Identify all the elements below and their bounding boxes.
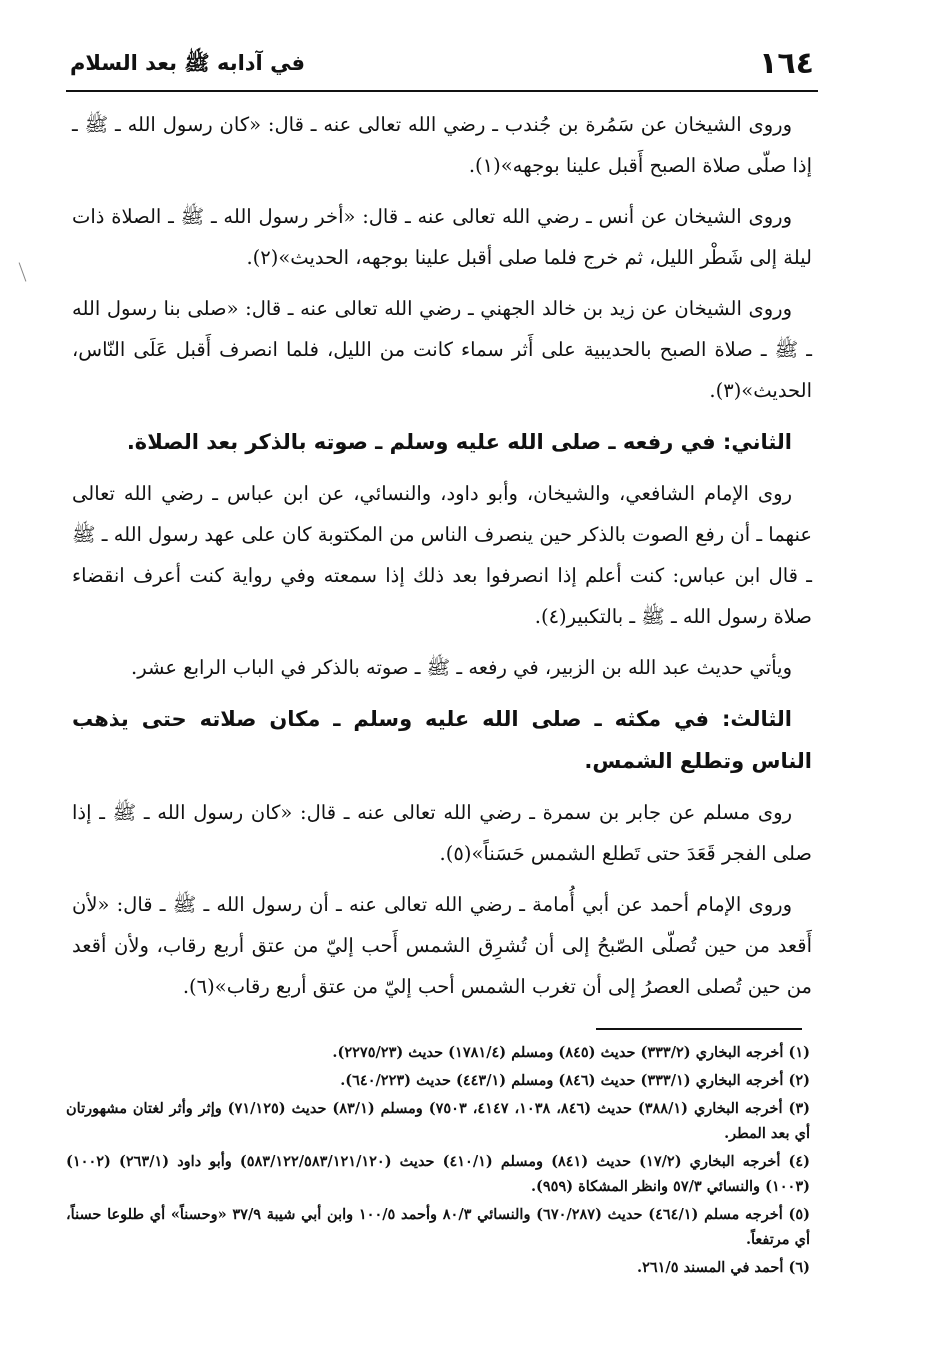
footnote: (٦) أحمد في المسند ٢٦١/٥. <box>637 1259 810 1276</box>
paragraph: روى مسلم عن جابر بن سمرة ـ رضي الله تعالى عنه ـ قال: «كان رسول الله ـ ﷺ ـ إذا صلى الفجر قَعَدَ حتى تَطلع الشمس حَسَناً»(٥). <box>72 801 812 865</box>
footnote: (١) أخرجه البخاري (٣٣٣/٢) حديث (٨٤٥) ومسلم (١٧٨١/٤) حديث (٢٢٧٥/٢٣). <box>332 1044 810 1061</box>
paragraph: روى الإمام الشافعي، والشيخان، وأبو داود، والنسائي، عن ابن عباس ـ رضي الله تعالى عنهما ـ أن رفع الصوت بالذكر حين ينصرف الناس من المكتوبة كان على عهد رسول الله ـ ﷺ ـ قال ابن عباس: كنت أعلم إذا انصرفوا بعد ذلك إذا سمعته وفي رواية كنت أعرف انقضاء صلاة رسول الله ـ ﷺ ـ بالتكبير(٤). <box>72 482 812 628</box>
footnote: (٣) أخرجه البخاري (٣٨٨/١) حديث (٨٤٦، ١٠٣٨، ٤١٤٧، ٧٥٠٣) ومسلم (٨٣/١) حديث (٧١/١٢٥) وإثر وأثر لغتان مشهورتان أي بعد المطر. <box>66 1100 810 1142</box>
section-heading: الثالث: في مكثه ـ صلى الله عليه وسلم ـ مكان صلاته حتى يذهب الناس وتطلع الشمس. <box>72 707 812 773</box>
chapter-title: في آدابه ﷺ بعد السلام <box>70 51 306 75</box>
page-number: ١٦٤ <box>759 46 814 81</box>
paragraph: وروى الشيخان عن أنس ـ رضي الله تعالى عنه ـ قال: «أخر رسول الله ـ ﷺ ـ الصلاة ذات ليلة إلى شَطْر الليل، ثم خرج فلما صلى أقبل علينا بوجهه، الحديث»(٢). <box>72 205 812 269</box>
scan-artifact <box>19 262 27 281</box>
footnote: (٢) أخرجه البخاري (٣٣٣/١) حديث (٨٤٦) ومسلم (٤٤٣/١) حديث (٦٤٠/٢٢٣). <box>340 1072 810 1089</box>
paragraph: وروى الشيخان عن سَمُرة بن جُندب ـ رضي الله تعالى عنه ـ قال: «كان رسول الله ـ ﷺ ـ إذا صلّى صلاة الصبح أَقبل علينا بوجهه»(١). <box>72 113 812 177</box>
paragraph: ويأتي حديث عبد الله بن الزبير، في رفعه ـ ﷺ ـ صوته بالذكر في الباب الرابع عشر. <box>131 656 792 679</box>
footnotes <box>66 1040 810 1283</box>
section-heading: الثاني: في رفعه ـ صلى الله عليه وسلم ـ صوته بالذكر بعد الصلاة. <box>126 430 792 454</box>
footnote: (٤) أخرجه البخاري (١٧/٢) حديث (٨٤١) ومسلم (٤١٠/١) حديث (٥٨٣/١٢٢/٥٨٣/١٢١/١٢٠) وأبو داود (٢٦٣/١) (١٠٠٢) (١٠٠٣) والنسائي ٥٧/٣ وانظر المشكاة (٩٥٩). <box>66 1153 810 1195</box>
footnote-separator <box>596 1028 802 1030</box>
footnote: (٥) أخرجه مسلم (٤٦٤/١) حديث (٦٧٠/٢٨٧) والنسائي ٨٠/٣ وأحمد ١٠٠/٥ وابن أبي شيبة ٣٧/٩ «وحسناً» أي طلوعا حسناً، أي مرتفعاً. <box>66 1206 810 1248</box>
paragraph: وروى الإمام أحمد عن أبي أُمامة ـ رضي الله تعالى عنه ـ أن رسول الله ـ ﷺ ـ قال: «لأن أَقعد من حين تُصلّى الصّبحُ إلى أن تُشرِق الشمس أَحب إليّ من عتق أربع رقاب، ولأن أقعد من حين تُصلى العصرُ إلى أن تغرب الشمس أحب إليّ من عتق أربع رقاب»(٦). <box>72 893 812 998</box>
running-header <box>66 44 818 92</box>
main-text <box>72 104 812 1017</box>
paragraph: وروى الشيخان عن زيد بن خالد الجهني ـ رضي الله تعالى عنه ـ قال: «صلى بنا رسول الله ـ ﷺ ـ صلاة الصبح بالحديبية على أَثر سماء كانت من الليل، فلما انصرف أَقبل عَلَى النّاس، الحديث»(٣). <box>72 297 812 402</box>
